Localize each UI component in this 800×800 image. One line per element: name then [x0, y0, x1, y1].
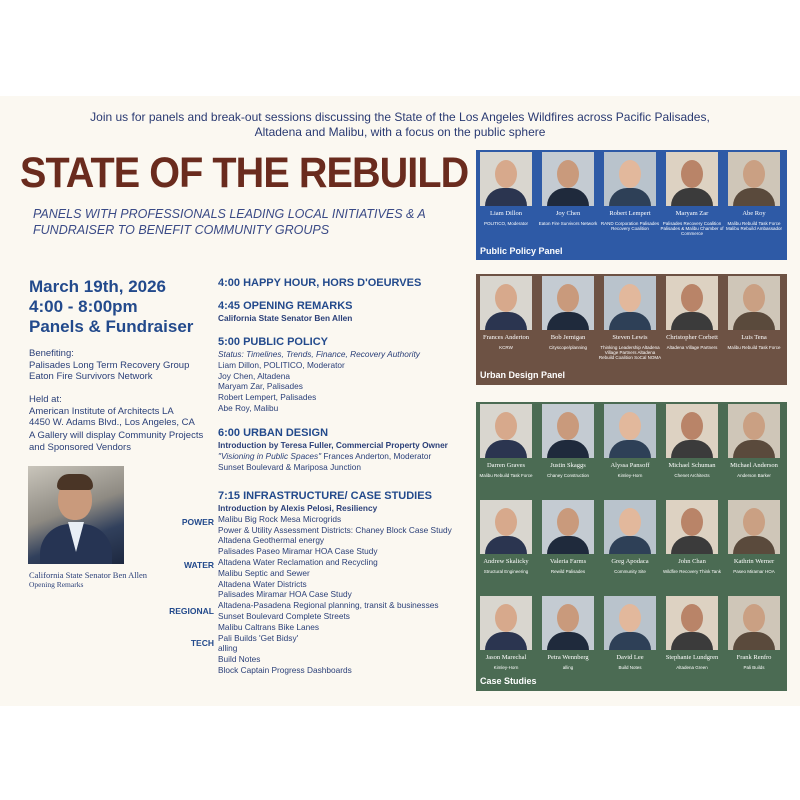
panelist-photo	[604, 276, 656, 330]
page-title: STATE OF THE REBUILD	[20, 149, 469, 197]
panelist-photo	[728, 404, 780, 458]
panel-label: Urban Design Panel	[480, 370, 566, 380]
event-block	[29, 277, 219, 337]
panelist-role: Rewild Palisades	[550, 569, 586, 574]
panelist-photo	[542, 500, 594, 554]
panelist-role: Cityscope/planning	[548, 345, 588, 350]
schedule-heading: 6:00 URBAN DESIGN	[218, 427, 329, 439]
panelist-photo	[666, 500, 718, 554]
panelist-name: Bob Jernigan	[550, 334, 586, 341]
panel-label: Case Studies	[480, 676, 537, 686]
panelist-role: Malibu Rebuild Task Force	[479, 473, 533, 478]
panelist-role: Kimley-Horn	[493, 665, 519, 670]
panelist-name: Abe Roy	[742, 210, 766, 217]
case-studies-panel	[476, 402, 787, 691]
panelist-name: Joy Chen	[555, 210, 581, 217]
schedule-heading: 5:00 PUBLIC POLICY	[218, 336, 329, 348]
venue-address: 4450 W. Adams Blvd., Los Angeles, CA	[29, 417, 195, 428]
panelist-role: POLITICO, Moderator	[483, 221, 528, 226]
venue-label: Held at:	[29, 394, 62, 405]
category-tech: TECH	[190, 638, 214, 648]
panelist-photo	[542, 276, 594, 330]
event-kind: Panels & Fundraiser	[29, 317, 194, 336]
panelist-role: alling	[562, 665, 574, 670]
event-time: 4:00 - 8:00pm	[29, 297, 138, 316]
featured-speaker-role: Opening Remarks	[29, 580, 84, 589]
panelist-role: Community Site	[614, 569, 646, 574]
schedule-opening: 4:45 OPENING REMARKS California State Senator Ben Allen	[218, 300, 480, 324]
panelist-role: Eaton Fire Survivors Network	[538, 221, 598, 226]
category-regional: REGIONAL	[169, 606, 214, 616]
panelist-name: Christopher Corbett	[666, 334, 718, 341]
panelist-name: Greg Apodaca	[611, 558, 649, 565]
panelist-role: RAND Corporation Palisades Recovery Coalition	[600, 221, 660, 232]
benefiting-org: Palisades Long Term Recovery Group	[29, 359, 190, 371]
panelist-role: Structural Engineering	[483, 569, 529, 574]
panelist-name: Valeria Farms	[549, 558, 587, 565]
panelist-photo	[666, 276, 718, 330]
schedule-infra: 7:15 INFRASTRUCTURE/ CASE STUDIES Introduction by Alexis Pelosi, Resiliency Malibu Big Rock Mesa Microgrids Power & Utility Assessment Districts: Chaney Block Case Study Altadena Geothermal energy Palisades Paseo Miramar HOA Case Study Altadena Water Reclamation and Recycling Malibu Septic and Sewer Altadena Water Districts Palisades Miramar HOA Case Study Altadena-Pasadena Regional planning, transit & businesses Sunset Boulevard Complete Streets Malibu Caltrans Bike Lanes Pali Builds 'Get Bidsy' alling Build Notes Block Captain Progress Dashboards	[218, 490, 480, 676]
panelist-photo	[542, 596, 594, 650]
panelist-photo	[666, 596, 718, 650]
panelist-name: Alyssa Pansoff	[610, 462, 650, 469]
schedule-heading: 4:45 OPENING REMARKS	[218, 300, 353, 312]
panelist-photo	[666, 152, 718, 206]
panelist-photo	[480, 500, 532, 554]
category-power: POWER	[181, 517, 214, 527]
panelist-role: Pali Builds	[743, 665, 765, 670]
panelist-photo	[728, 152, 780, 206]
panelist-role: Paseo Miramar HOA	[733, 569, 775, 574]
panelist-role: Palisades Recovery Coalition Palisades & Malibu Chamber of Commerce	[660, 221, 724, 237]
panelist-role: Altadena Village Partners	[666, 345, 718, 350]
benefiting-org: Eaton Fire Survivors Network	[29, 371, 153, 382]
panelist-role: Build Notes	[618, 665, 642, 670]
schedule-happy-hour: 4:00 HAPPY HOUR, HORS D'OEURVES	[218, 277, 422, 289]
panelist-role: KCRW	[499, 345, 513, 350]
panelist-name: David Lee	[616, 654, 644, 661]
panelist-name: Frank Renfro	[736, 654, 772, 661]
panelist-photo	[604, 404, 656, 458]
panelist-photo	[480, 152, 532, 206]
panelist-photo	[728, 276, 780, 330]
panelist-photo	[542, 404, 594, 458]
schedule-policy: 5:00 PUBLIC POLICY Status: Timelines, Trends, Finance, Recovery Authority Liam Dillon, POLITICO, Moderator Joy Chen, Altadena Maryam Zar, Palisades Robert Lempert, Palisades Abe Roy, Malibu	[218, 336, 480, 414]
panelist-photo	[604, 596, 656, 650]
featured-speaker-caption	[29, 570, 169, 590]
panelist-name: Kathrin Werner	[733, 558, 775, 565]
panelist-name: Liam Dillon	[490, 210, 522, 217]
panelist-role: Wildfire Recovery Think Tank	[662, 569, 722, 574]
benefiting-label: Benefiting:	[29, 348, 74, 359]
subtitle: PANELS WITH PROFESSIONALS LEADING LOCAL INITIATIVES & A FUNDRAISER TO BENEFIT COMMUNITY GROUPS	[33, 207, 426, 237]
public-policy-panel	[476, 150, 787, 260]
panelist-name: Frances Anderton	[482, 334, 530, 341]
panelist-role: Malibu Rebuild Task Force	[727, 345, 781, 350]
panelist-photo	[604, 152, 656, 206]
benefiting-block	[29, 348, 219, 383]
panelist-name: Andrew Skalicky	[483, 558, 529, 565]
panelist-photo	[728, 500, 780, 554]
panelist-name: Luis Tena	[741, 334, 767, 341]
schedule-urban: 6:00 URBAN DESIGN Introduction by Teresa Fuller, Commercial Property Owner "Visioning in Public Spaces" Frances Anderton, Moderator Sunset Boulevard & Mariposa Junction	[218, 427, 480, 472]
panelist-name: Petra Wennberg	[547, 654, 589, 661]
panelist-role: Anderson Barker	[737, 473, 771, 478]
panelist-photo	[480, 404, 532, 458]
panelist-photo	[666, 404, 718, 458]
panelist-role: Chenet Architects	[674, 473, 710, 478]
panelist-name: Michael Schuman	[668, 462, 716, 469]
panelist-photo	[728, 596, 780, 650]
panelist-role: Altadena Green	[676, 665, 708, 670]
panelist-photo	[480, 596, 532, 650]
category-water: WATER	[183, 560, 214, 570]
panelist-name: Michael Anderson	[730, 462, 778, 469]
event-date: March 19th, 2026	[29, 277, 167, 296]
panelist-name: Darren Graves	[486, 462, 526, 469]
panelist-name: Justin Skaggs	[550, 462, 586, 469]
panelist-role: Malibu Rebuild Task Force Malibu Rebuild Ambassador	[725, 221, 783, 232]
gallery-note: A Gallery will display Community Projects and Sponsored Vendors	[29, 430, 204, 453]
venue-name: American Institute of Architects LA	[29, 405, 174, 417]
panelist-name: Robert Lempert	[609, 210, 651, 217]
venue-block	[29, 394, 219, 429]
panelist-photo	[542, 152, 594, 206]
flyer	[0, 96, 800, 706]
panelist-role: Thinking Leadership Altadena Village Partners Altadena Rebuild Coalition SoCal NOMA	[598, 345, 662, 361]
panelist-name: John Chan	[678, 558, 706, 565]
intro-text: Join us for panels and break-out sessions discussing the State of the Los Angeles Wildfires across Pacific Palisades, Altadena and Malibu, with a focus on the public sphere	[90, 110, 710, 139]
panelist-name: Maryam Zar	[675, 210, 709, 217]
panelist-name: Steven Lewis	[612, 334, 648, 341]
panelist-role: Chaney Construction	[546, 473, 590, 478]
panelist-name: Stephanie Lundgren	[665, 654, 719, 661]
panelist-name: Jason Marechal	[485, 654, 527, 661]
panelist-photo	[604, 500, 656, 554]
featured-speaker-name: California State Senator Ben Allen	[29, 570, 148, 580]
schedule-heading: 7:15 INFRASTRUCTURE/ CASE STUDIES	[218, 490, 432, 502]
featured-speaker-photo	[28, 466, 124, 564]
urban-design-panel	[476, 274, 787, 385]
panel-label: Public Policy Panel	[480, 246, 563, 256]
panelist-photo	[480, 276, 532, 330]
panelist-role: Kimley-Horn	[617, 473, 643, 478]
